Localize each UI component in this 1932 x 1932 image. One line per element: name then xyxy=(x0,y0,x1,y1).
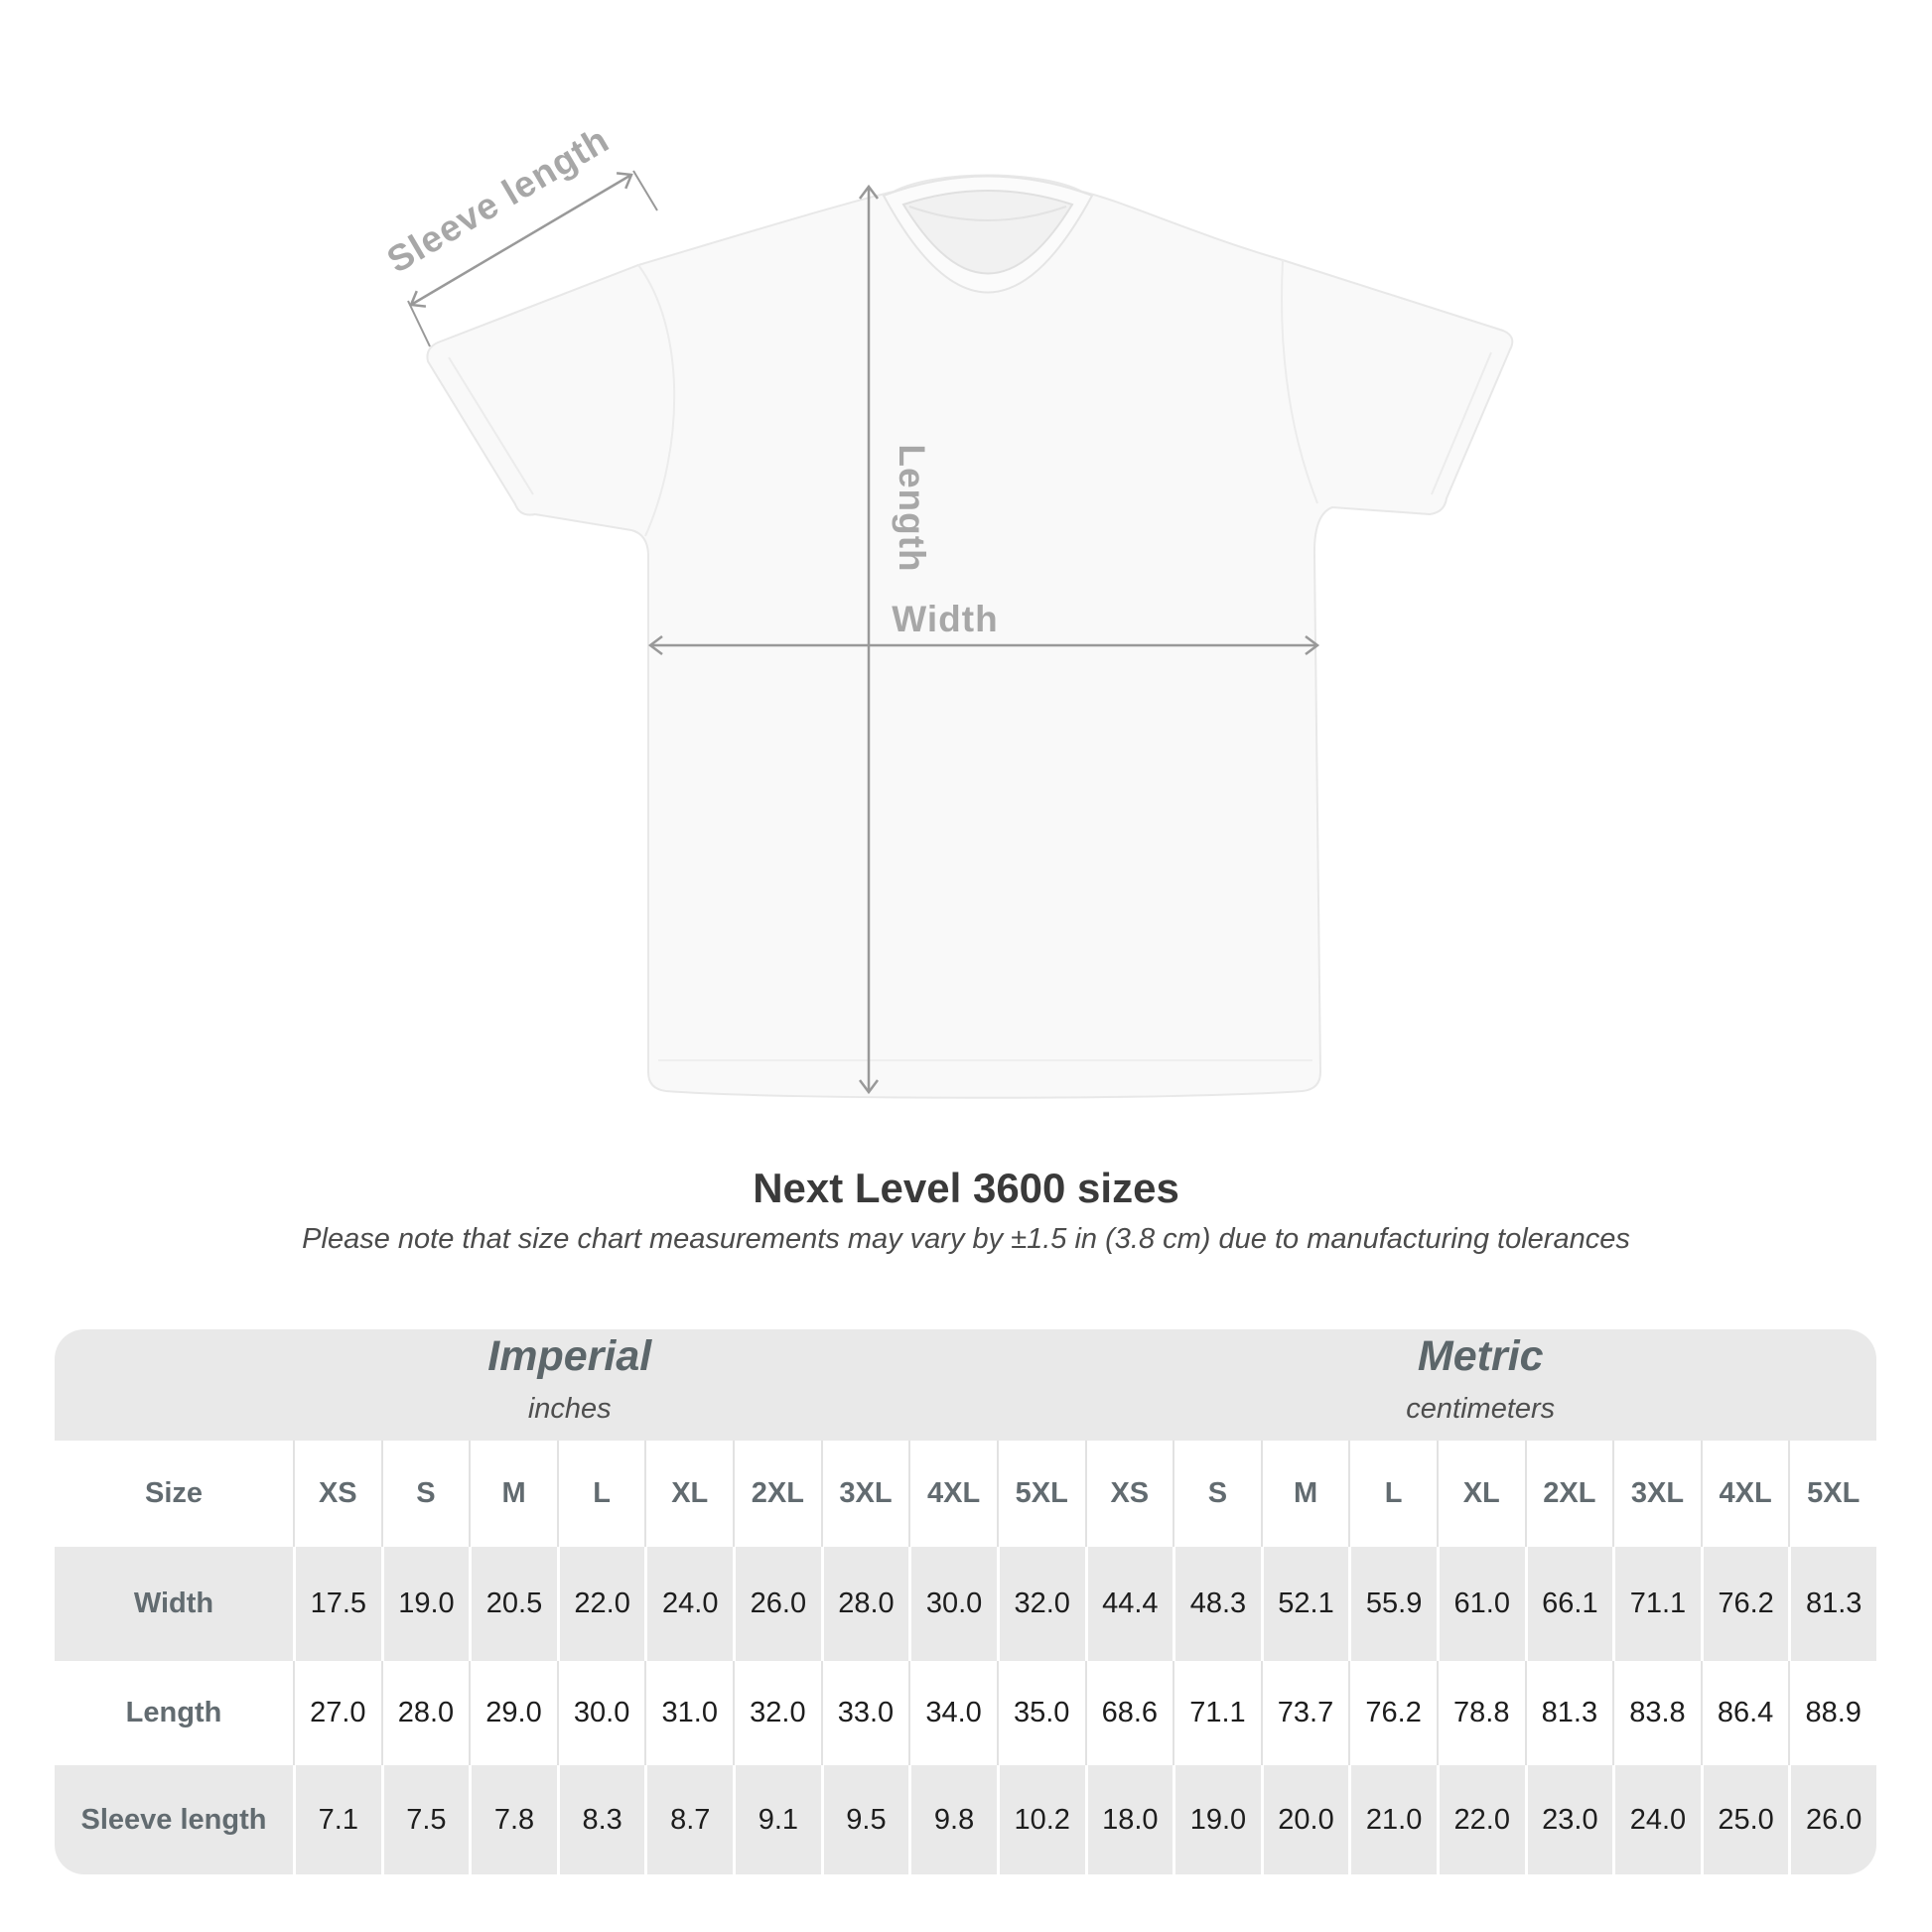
row-label: Sleeve length xyxy=(55,1765,293,1874)
size-value-cell: 29.0 xyxy=(469,1661,557,1765)
size-value-cell: 76.2 xyxy=(1348,1661,1437,1765)
size-value-cell: 31.0 xyxy=(644,1661,733,1765)
size-col-header: 4XL xyxy=(908,1441,997,1547)
size-col-header: S xyxy=(1173,1441,1261,1547)
size-value-cell: 7.5 xyxy=(381,1765,470,1874)
size-value-cell: 8.3 xyxy=(557,1765,645,1874)
size-value-cell: 28.0 xyxy=(821,1547,909,1661)
size-value-cell: 17.5 xyxy=(293,1547,381,1661)
size-col-header: 5XL xyxy=(997,1441,1085,1547)
size-value-cell: 10.2 xyxy=(997,1765,1085,1874)
size-col-header: 5XL xyxy=(1788,1441,1876,1547)
metric-group-header xyxy=(1085,1329,1877,1441)
size-value-cell: 9.5 xyxy=(821,1765,909,1874)
size-col-header: M xyxy=(1261,1441,1349,1547)
size-col-header: XL xyxy=(1437,1441,1525,1547)
size-col-header: S xyxy=(381,1441,470,1547)
size-value-cell: 78.8 xyxy=(1437,1661,1525,1765)
size-table xyxy=(55,1329,1876,1874)
size-value-cell: 61.0 xyxy=(1437,1547,1525,1661)
size-col-header: XL xyxy=(644,1441,733,1547)
size-value-cell: 81.3 xyxy=(1788,1547,1876,1661)
size-value-cell: 48.3 xyxy=(1173,1547,1261,1661)
size-value-cell: 35.0 xyxy=(997,1661,1085,1765)
group-units: inches xyxy=(527,1393,612,1426)
size-value-cell: 32.0 xyxy=(733,1661,821,1765)
size-value-cell: 81.3 xyxy=(1525,1661,1613,1765)
size-col-header: L xyxy=(1348,1441,1437,1547)
group-units: centimeters xyxy=(1406,1393,1556,1426)
size-value-cell: 73.7 xyxy=(1261,1661,1349,1765)
size-value-cell: 30.0 xyxy=(908,1547,997,1661)
size-value-cell: 18.0 xyxy=(1085,1765,1173,1874)
size-value-cell: 19.0 xyxy=(381,1547,470,1661)
size-col-header: 2XL xyxy=(1525,1441,1613,1547)
page-title: Next Level 3600 sizes xyxy=(753,1165,1179,1211)
row-label: Width xyxy=(55,1547,293,1661)
size-value-cell: 7.1 xyxy=(293,1765,381,1874)
size-value-cell: 86.4 xyxy=(1701,1661,1789,1765)
size-col-header: 4XL xyxy=(1701,1441,1789,1547)
size-col-header: L xyxy=(557,1441,645,1547)
size-value-cell: 68.6 xyxy=(1085,1661,1173,1765)
size-value-cell: 8.7 xyxy=(644,1765,733,1874)
size-col-header: XS xyxy=(293,1441,381,1547)
size-value-cell: 9.8 xyxy=(908,1765,997,1874)
size-value-cell: 44.4 xyxy=(1085,1547,1173,1661)
size-value-cell: 25.0 xyxy=(1701,1765,1789,1874)
size-value-cell: 83.8 xyxy=(1612,1661,1701,1765)
size-value-cell: 34.0 xyxy=(908,1661,997,1765)
size-value-cell: 52.1 xyxy=(1261,1547,1349,1661)
size-value-cell: 24.0 xyxy=(644,1547,733,1661)
length-label: Length xyxy=(892,444,932,573)
size-value-cell: 76.2 xyxy=(1701,1547,1789,1661)
sleeve-length-label: Sleeve length xyxy=(379,118,617,281)
size-value-cell: 24.0 xyxy=(1612,1765,1701,1874)
group-label: Imperial xyxy=(487,1332,652,1380)
size-value-cell: 20.5 xyxy=(469,1547,557,1661)
size-value-cell: 21.0 xyxy=(1348,1765,1437,1874)
size-value-cell: 33.0 xyxy=(821,1661,909,1765)
size-value-cell: 7.8 xyxy=(469,1765,557,1874)
row-label: Length xyxy=(55,1661,293,1765)
size-value-cell: 30.0 xyxy=(557,1661,645,1765)
size-value-cell: 26.0 xyxy=(733,1547,821,1661)
size-value-cell: 32.0 xyxy=(997,1547,1085,1661)
size-col-header: 3XL xyxy=(821,1441,909,1547)
size-corner-header: Size xyxy=(55,1441,293,1547)
tolerance-note: Please note that size chart measurements may vary by ±1.5 in (3.8 cm) due to manufacturing tolerances xyxy=(302,1223,1630,1255)
size-col-header: M xyxy=(469,1441,557,1547)
size-value-cell: 71.1 xyxy=(1173,1661,1261,1765)
size-value-cell: 26.0 xyxy=(1788,1765,1876,1874)
size-col-header: 3XL xyxy=(1612,1441,1701,1547)
width-label: Width xyxy=(892,599,999,639)
size-value-cell: 66.1 xyxy=(1525,1547,1613,1661)
size-value-cell: 20.0 xyxy=(1261,1765,1349,1874)
size-value-cell: 19.0 xyxy=(1173,1765,1261,1874)
size-value-cell: 22.0 xyxy=(1437,1765,1525,1874)
size-value-cell: 9.1 xyxy=(733,1765,821,1874)
imperial-group-header xyxy=(55,1329,1085,1441)
size-col-header: XS xyxy=(1085,1441,1173,1547)
size-value-cell: 88.9 xyxy=(1788,1661,1876,1765)
size-value-cell: 55.9 xyxy=(1348,1547,1437,1661)
group-label: Metric xyxy=(1417,1332,1544,1380)
size-value-cell: 22.0 xyxy=(557,1547,645,1661)
size-value-cell: 23.0 xyxy=(1525,1765,1613,1874)
size-value-cell: 27.0 xyxy=(293,1661,381,1765)
size-value-cell: 28.0 xyxy=(381,1661,470,1765)
size-value-cell: 71.1 xyxy=(1612,1547,1701,1661)
size-col-header: 2XL xyxy=(733,1441,821,1547)
